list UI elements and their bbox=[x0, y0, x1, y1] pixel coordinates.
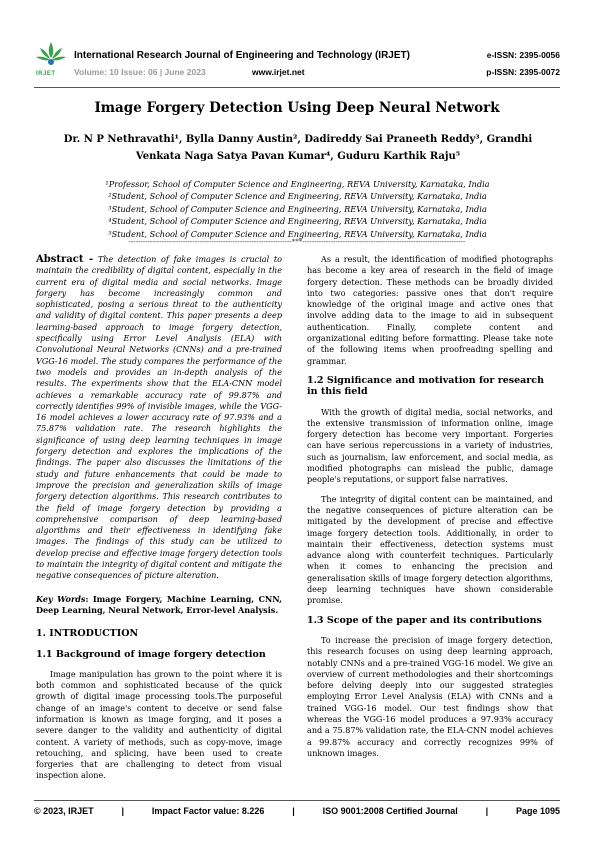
footer-rule bbox=[34, 800, 560, 801]
body-paragraph: As a result, the identification of modified photographs has become a key area of research in the field of image forgery detection. These methods can be broadly divided into two categories: passive ones that don't require knowledge of the original image and active ones that involve adding data to the image to aid in subsequent authentication. Finally, complete content and organizational editing before formatting. Please take note of the following items when proofreading spelling and grammar. bbox=[307, 254, 553, 366]
section-heading-significance: 1.2 Significance and motivation for research in this field bbox=[307, 374, 545, 398]
keywords bbox=[36, 594, 282, 617]
affiliation-4: ⁴Student, School of Computer Science and Engineering, REVA University, Karnataka, India bbox=[108, 216, 487, 227]
section-heading-introduction: 1. INTRODUCTION bbox=[36, 628, 139, 640]
body-paragraph: With the growth of digital media, social networks, and the extensive transmission of information online, image forgery detection has become very important. Forgeries can have serious repercussions in a variety of industries, such as journalism, law enforcement, and social media, as modified photographs can mislead the public, damage people's reputations, or support false narratives. bbox=[307, 406, 553, 485]
volume-issue: Volume: 10 Issue: 06 | June 2023 bbox=[74, 67, 206, 77]
pissn: p-ISSN: 2395-0072 bbox=[486, 67, 560, 77]
right-column bbox=[307, 254, 553, 767]
eissn: e-ISSN: 2395-0056 bbox=[486, 50, 560, 60]
header-rule bbox=[34, 87, 560, 88]
keywords-text: : Image Forgery, Machine Learning, CNN, Deep Learning, Neural Network, Error-level Analysis. bbox=[36, 593, 282, 615]
footer-separator: | bbox=[292, 806, 295, 816]
section-heading-background: 1.1 Background of image forgery detection bbox=[36, 648, 266, 660]
footer-copyright: © 2023, IRJET bbox=[34, 806, 94, 816]
page-footer bbox=[34, 806, 560, 816]
body-paragraph: Image manipulation has grown to the point where it is both common and sophisticated because of the quick growth of digital image processing tools.The purposeful change of an image's content to deceive or send false information is known as image forging, and it poses a severe danger to the validity and authenticity of digital content. A variety of methods, such as copy-move, image retouching, and splicing, have been used to create forgeries that are challenging to detect from visual inspection alone. bbox=[36, 668, 282, 781]
abstract-label: Abstract - bbox=[36, 254, 94, 265]
body-paragraph: To increase the precision of image forgery detection, this research focuses on using deep learning approach, notably CNNs and a pre-trained VGG-16 model. We give an overview of current methodologies and their shortcomings before delving deeply into our suggested strategies employing Error Level Analysis (ELA) with CNNs and a trained VGG-16 model. Our test findings show that whereas the VGG-16 model produces a 97.93% accuracy and a 75.87% validation rate, the ELA-CNN model achieves a 99.87% accuracy and correctly recognizes 99% of unknown images. bbox=[307, 634, 553, 758]
irjet-logo bbox=[34, 40, 68, 80]
affiliation-1: ¹Professor, School of Computer Science and Engineering, REVA University, Karnataka, India bbox=[105, 179, 490, 189]
journal-name: International Research Journal of Engineering and Technology (IRJET) bbox=[74, 50, 410, 61]
footer-impact-factor: Impact Factor value: 8.226 bbox=[151, 806, 265, 816]
section-separator: ---------------------------------------------------------------------***--------------------------------------------------------------------- bbox=[128, 238, 466, 246]
author-list: Dr. N P Nethravathi¹, Bylla Danny Austin², Dadireddy Sai Praneeth Reddy³, Grandhi Venkata Naga Satya Pavan Kumar⁴, Guduru Karthik Raju⁵ bbox=[63, 134, 533, 162]
keywords-label: Key Words bbox=[36, 593, 86, 604]
paper-title: Image Forgery Detection Using Deep Neural Network bbox=[94, 100, 500, 116]
abstract bbox=[36, 254, 282, 582]
journal-url[interactable]: www.irjet.net bbox=[252, 67, 305, 77]
affiliation-3: ³Student, School of Computer Science and Engineering, REVA University, Karnataka, India bbox=[108, 203, 487, 214]
page-number: Page 1095 bbox=[515, 806, 560, 816]
left-column bbox=[36, 254, 282, 790]
affiliation-2: ²Student, School of Computer Science and Engineering, REVA University, Karnataka, India bbox=[108, 191, 487, 202]
body-paragraph: The integrity of digital content can be maintained, and the negative consequences of picture alteration can be mitigated by the development of precise and effective image forgery detection tools. Additionally, in order to maintain their effectiveness, detection systems must advance along with counterfeit techniques. Particularly when it comes to enhancing the precision and generalisation skills of image forgery detection algorithms, deep learning techniques have shown considerable promise. bbox=[307, 493, 553, 606]
footer-separator: | bbox=[485, 806, 489, 816]
affiliation-5: ⁵Student, School of Computer Science and Engineering, REVA University, Karnataka, India bbox=[108, 228, 487, 239]
affiliations bbox=[40, 178, 555, 240]
abstract-text: The detection of fake images is crucial to maintain the credibility of digital content, especially in the current era of digital media and social networks. Image forgery has become increasingly common and sophisticated, posing a serious threat to the authenticity and validity of digital content. This paper presents a deep learning-based approach to image forgery detection, specifically using Error Level Analysis (ELA) with Convolutional Neural Networks (CNNs) and a pre-trained VGG-16 model. The study compares the performance of the two models and provides an in-depth analysis of the results. The experiments show that the ELA-CNN model achieves a remarkable accuracy rate of 99.87% and correctly identifies 99% of invisible images, while the VGG-16 model achieves a lower accuracy rate of 97.93% and a 75.87% validation rate. The research highlights the significance of using deep learning techniques in image forgery detection and explores the implications of the findings. The paper also discusses the limitations of the study and future enhancements that could be made to improve the precision and generalization skills of image forgery detection algorithms. This research contributes to the field of image forgery detection by providing a comprehensive comparison of deep learning-based algorithms and their effectiveness in identifying fake images. The findings of this study can be utilized to develop precise and effective image forgery detection tools to maintain the integrity of digital content and mitigate the negative consequences of picture alteration. bbox=[36, 254, 282, 581]
footer-separator: | bbox=[121, 806, 125, 816]
journal-header bbox=[34, 40, 560, 84]
footer-iso: ISO 9001:2008 Certified Journal bbox=[322, 806, 458, 816]
logo-text: IRJET bbox=[36, 71, 56, 77]
section-heading-scope: 1.3 Scope of the paper and its contributions bbox=[307, 614, 542, 626]
